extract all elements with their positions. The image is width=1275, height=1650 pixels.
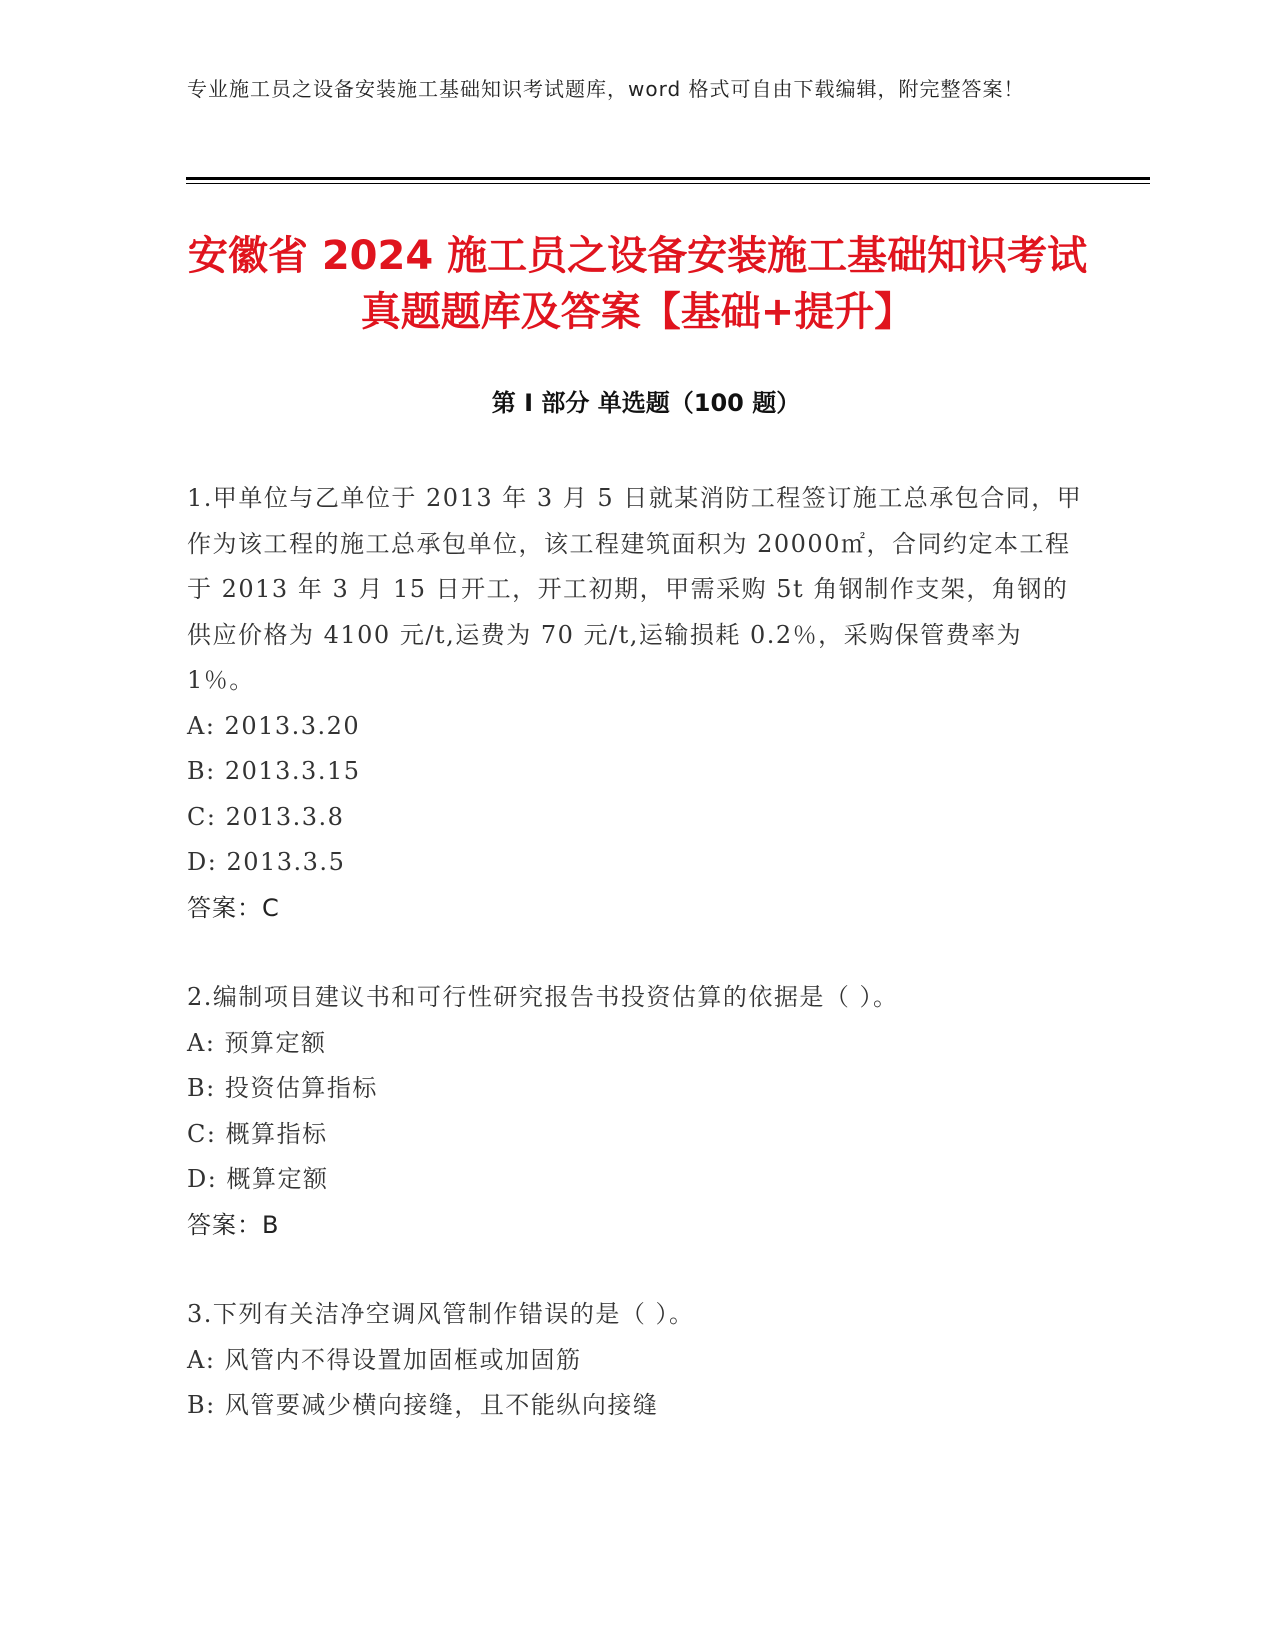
question-stem: 3.下列有关洁净空调风管制作错误的是（ ）。 (187, 1300, 695, 1328)
question-3 (187, 1292, 1087, 1429)
header-note: 专业施工员之设备安装施工基础知识考试题库，word 格式可自由下载编辑，附完整答案！ (187, 77, 1025, 101)
option-c: C: 概算指标 (187, 1119, 328, 1148)
question-stem: 1.甲单位与乙单位于 2013 年 3 月 5 日就某消防工程签订施工总承包合同，甲作为该工程的施工总承包单位，该工程建筑面积为 20000㎡，合同约定本工程于 2013 年 3 月 15 日开工，开工初期，甲需采购 5t 角钢制作支架，角钢的供应价格为 4100 元/t,运费为 70 元/t,运输损耗 0.2％，采购保管费率为 1％。 (187, 484, 1083, 694)
document-title: 安徽省 2024 施工员之设备安装施工基础知识考试真题题库及答案【基础+提升】 (187, 233, 1088, 335)
header-divider-thick (186, 177, 1150, 180)
option-a: A: 2013.3.20 (187, 711, 361, 740)
answer: 答案：C (187, 893, 280, 922)
question-list (187, 476, 1087, 1473)
question-1 (187, 476, 1087, 931)
option-d: D: 2013.3.5 (187, 848, 346, 876)
option-a: A: 预算定额 (187, 1028, 327, 1057)
question-2 (187, 975, 1087, 1248)
header-divider-thin (186, 183, 1150, 184)
option-d: D: 概算定额 (187, 1165, 329, 1193)
option-c: C: 2013.3.8 (187, 802, 345, 831)
question-stem: 2.编制项目建议书和可行性研究报告书投资估算的依据是（ ）。 (187, 983, 899, 1011)
option-b: B: 投资估算指标 (187, 1074, 378, 1102)
answer: 答案：B (187, 1210, 280, 1239)
option-b: B: 风管要减少横向接缝，且不能纵向接缝 (187, 1391, 659, 1419)
option-b: B: 2013.3.15 (187, 757, 361, 785)
section-heading: 第 I 部分 单选题（100 题） (491, 389, 801, 417)
option-a: A: 风管内不得设置加固框或加固筋 (187, 1345, 582, 1374)
